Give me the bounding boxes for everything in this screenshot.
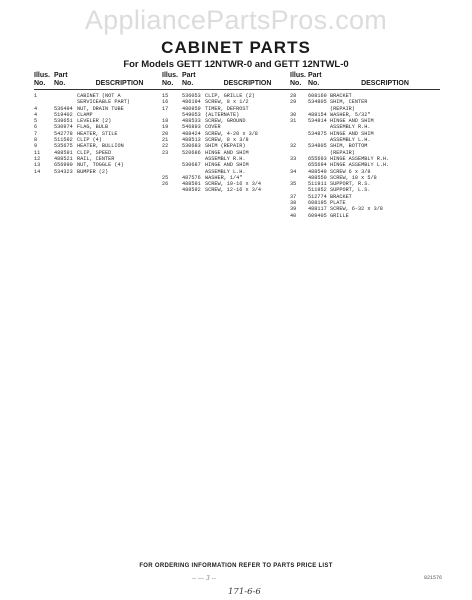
part-description: BUMPER (2)	[77, 168, 109, 175]
part-description: SCREW, GROUND	[205, 118, 246, 125]
part-number: 608160	[308, 93, 327, 99]
part-number: 534814	[308, 118, 327, 125]
part-number: 486194	[182, 99, 201, 106]
part-number: 530687	[182, 162, 201, 169]
part-number: 536053	[182, 93, 201, 99]
header-illus: Illus.	[290, 72, 306, 79]
part-description: RAIL, CENTER	[77, 155, 115, 162]
part-description: SHIM, BOTTOM	[330, 143, 368, 150]
illus-number: 40	[290, 212, 297, 219]
parts-list	[162, 93, 290, 194]
part-number: 534805	[308, 99, 327, 106]
part-number: 549053	[182, 111, 201, 118]
illus-number: 19	[162, 124, 169, 131]
illus-number: 21	[162, 137, 169, 144]
illus-number: 14	[34, 168, 41, 175]
part-number: 488533	[182, 118, 201, 125]
part-description: PLATE	[330, 200, 346, 207]
part-description: SCREW, 8 x 3/8	[205, 137, 249, 144]
part-description: COVER	[205, 124, 221, 131]
document-number: 821576	[424, 575, 443, 581]
illus-number: 7	[34, 130, 38, 137]
illus-number: 9	[34, 143, 38, 150]
part-description: SCREW, 10-16 x 3/4	[205, 181, 262, 188]
part-description: BRACKET	[330, 193, 352, 200]
watermark: AppliancePartsPros.com	[84, 5, 388, 35]
part-number: 511911	[308, 181, 327, 188]
illus-number: 8	[34, 137, 38, 144]
handwritten-scribble: -- --- 3 --	[192, 575, 216, 582]
illus-number: 4	[34, 111, 38, 118]
illus-number: 17	[162, 105, 169, 112]
part-description: ASSEMBLY R.H.	[205, 155, 246, 162]
header-part-no: No.	[54, 80, 66, 87]
illus-number: 13	[34, 162, 41, 169]
part-description: HINGE AND SHIM	[205, 149, 249, 156]
part-description: LEVELER (2)	[77, 118, 112, 125]
illus-number: 1	[34, 93, 38, 99]
part-description: FLAG, BULB	[77, 124, 109, 131]
part-number: 488592	[182, 187, 201, 194]
header-illus: Illus.	[162, 72, 178, 79]
illus-number: 26	[162, 181, 169, 188]
part-number: 538651	[54, 118, 73, 125]
illus-number: 31	[290, 118, 297, 125]
column-header	[34, 72, 162, 90]
illus-number: 6	[34, 124, 38, 131]
parts-column-3	[290, 72, 440, 219]
illus-number: 37	[290, 193, 297, 200]
part-number: 534323	[54, 168, 73, 175]
illus-number: 20	[162, 130, 169, 137]
part-description: BRACKET	[330, 93, 352, 99]
illus-number: 4	[34, 105, 38, 112]
header-part: Part	[182, 72, 196, 79]
part-number: 488513	[182, 137, 201, 144]
illus-number: 29	[290, 99, 297, 106]
part-description: NUT, DRAIN TUBE	[77, 105, 124, 112]
part-description: CLAMP	[77, 111, 93, 118]
illus-number: 38	[290, 200, 297, 207]
parts-row	[162, 187, 290, 193]
illus-number: 23	[162, 149, 169, 156]
header-part-no: No.	[182, 80, 194, 87]
header-part: Part	[54, 72, 68, 79]
part-number: 512774	[308, 193, 327, 200]
header-no: No.	[162, 80, 174, 87]
illus-number: 18	[162, 118, 169, 125]
part-number: 530974	[54, 124, 73, 131]
page-title: CABINET PARTS	[161, 38, 311, 57]
part-description: NUT, TOGGLE (4)	[77, 162, 124, 169]
part-number: 488117	[308, 206, 327, 213]
illus-number: 16	[162, 99, 169, 106]
part-number: 535675	[54, 143, 73, 150]
header-part: Part	[308, 72, 322, 79]
part-description: GRILLE	[330, 212, 349, 219]
illus-number: 28	[290, 93, 297, 99]
part-number: 609405	[308, 212, 327, 219]
part-description: CLIP (4)	[77, 137, 102, 144]
column-header	[290, 72, 440, 90]
part-number: 488591	[182, 181, 201, 188]
part-description: CLIP, GRILLE (2)	[205, 93, 255, 99]
part-number: 546893	[182, 124, 201, 131]
part-description: HEATER, BULLION	[77, 143, 124, 150]
part-number: 488550	[308, 174, 327, 181]
part-description: ASSEMBLY L.H.	[330, 137, 371, 144]
part-number: 488549	[308, 168, 327, 175]
part-description: HINGE AND SHIM	[330, 130, 374, 137]
part-description: (REPAIR)	[330, 105, 355, 112]
header-no: No.	[34, 80, 46, 87]
illus-number: 35	[290, 181, 297, 188]
illus-number: 25	[162, 174, 169, 181]
part-number: 542778	[54, 130, 73, 137]
part-number: 656990	[54, 162, 73, 169]
part-number: 488424	[182, 130, 201, 137]
illus-number	[162, 187, 176, 193]
parts-row	[290, 213, 440, 219]
part-description: SCREW, 10 x 5/8	[330, 174, 377, 181]
part-number: 534875	[308, 130, 327, 137]
part-number: 608195	[308, 200, 327, 207]
part-description: SCREW, 6-32 x 3/8	[330, 206, 383, 213]
header-description: DESCRIPTION	[95, 80, 144, 87]
illus-number: 34	[290, 168, 297, 175]
part-number: 520686	[182, 149, 201, 156]
part-number: 488591	[54, 149, 73, 156]
part-description: SERVICEABLE PART)	[77, 99, 130, 106]
part-number: 487576	[182, 174, 201, 181]
part-number: 511592	[54, 137, 73, 144]
part-description: ASSEMBLY L.H.	[205, 168, 246, 175]
part-description: WASHER, 1/4"	[205, 174, 243, 181]
parts-list	[290, 93, 440, 219]
handwritten-date: 171-6-6	[228, 587, 261, 597]
part-description: SCREW, 8 x 1/2	[205, 99, 249, 106]
part-number: 534805	[308, 143, 327, 150]
header-description: DESCRIPTION	[361, 80, 409, 87]
part-description: CLIP, SPEED	[77, 149, 112, 156]
parts-row	[34, 169, 162, 175]
header-illus: Illus.	[34, 72, 50, 79]
part-number: 480959	[182, 105, 201, 112]
illus-number: 5	[34, 118, 38, 125]
part-description: TIMER, DEFROST	[205, 105, 249, 112]
parts-column-2	[162, 72, 290, 194]
column-header	[162, 72, 290, 90]
part-description: SHIM (REPAIR)	[205, 143, 246, 150]
part-description: WASHER, 5/32"	[330, 111, 371, 118]
header-description: DESCRIPTION	[223, 80, 272, 87]
part-description: HINGE AND SHIM	[205, 162, 249, 169]
header-no: No.	[290, 80, 302, 87]
part-number: 511952	[308, 187, 327, 194]
part-number: 655694	[308, 162, 327, 169]
part-description: SCREW 6 x 3/8	[330, 168, 371, 175]
illus-number: 39	[290, 206, 297, 213]
part-description: HINGE AND SHIM	[330, 118, 374, 125]
part-description: ASSEMBLY R.H.	[330, 124, 371, 131]
parts-list	[34, 93, 162, 175]
part-description: SCREW, 4-20 x 3/8	[205, 130, 258, 137]
part-description: HEATER, STILE	[77, 130, 118, 137]
part-description: HINGE ASSEMBLY R.H.	[330, 155, 390, 162]
part-description: HINGE ASSEMBLY L.H.	[330, 162, 390, 169]
part-number: 519402	[54, 111, 73, 118]
page-subtitle: For Models GETT 12NTWR-0 and GETT 12NTWL-0	[123, 59, 349, 70]
illus-number: 12	[34, 155, 41, 162]
part-description: CABINET (NOT A	[77, 93, 121, 99]
ordering-note: FOR ORDERING INFORMATION REFER TO PARTS PRICE LIST	[139, 563, 333, 569]
illus-number: 15	[162, 93, 169, 99]
part-number: 488521	[54, 155, 73, 162]
part-number: 655693	[308, 155, 327, 162]
part-number: 536494	[54, 105, 73, 112]
illus-number: 33	[290, 155, 297, 162]
illus-number: 32	[290, 143, 297, 150]
part-description: (ALTERNATE)	[205, 111, 240, 118]
part-number: 488154	[308, 111, 327, 118]
parts-column-1	[34, 72, 162, 175]
illus-number: 22	[162, 143, 169, 150]
part-description: SUPPORT, L.S.	[330, 187, 371, 194]
part-description: SCREW, 12-16 x 3/4	[205, 187, 262, 194]
illus-number: 30	[290, 111, 297, 118]
part-description: (REPAIR)	[330, 149, 355, 156]
part-number: 530683	[182, 143, 201, 150]
header-part-no: No.	[308, 80, 320, 87]
part-description: SHIM, CENTER	[330, 99, 368, 106]
part-description: SUPPORT, R.S.	[330, 181, 371, 188]
illus-number: 11	[34, 149, 41, 156]
